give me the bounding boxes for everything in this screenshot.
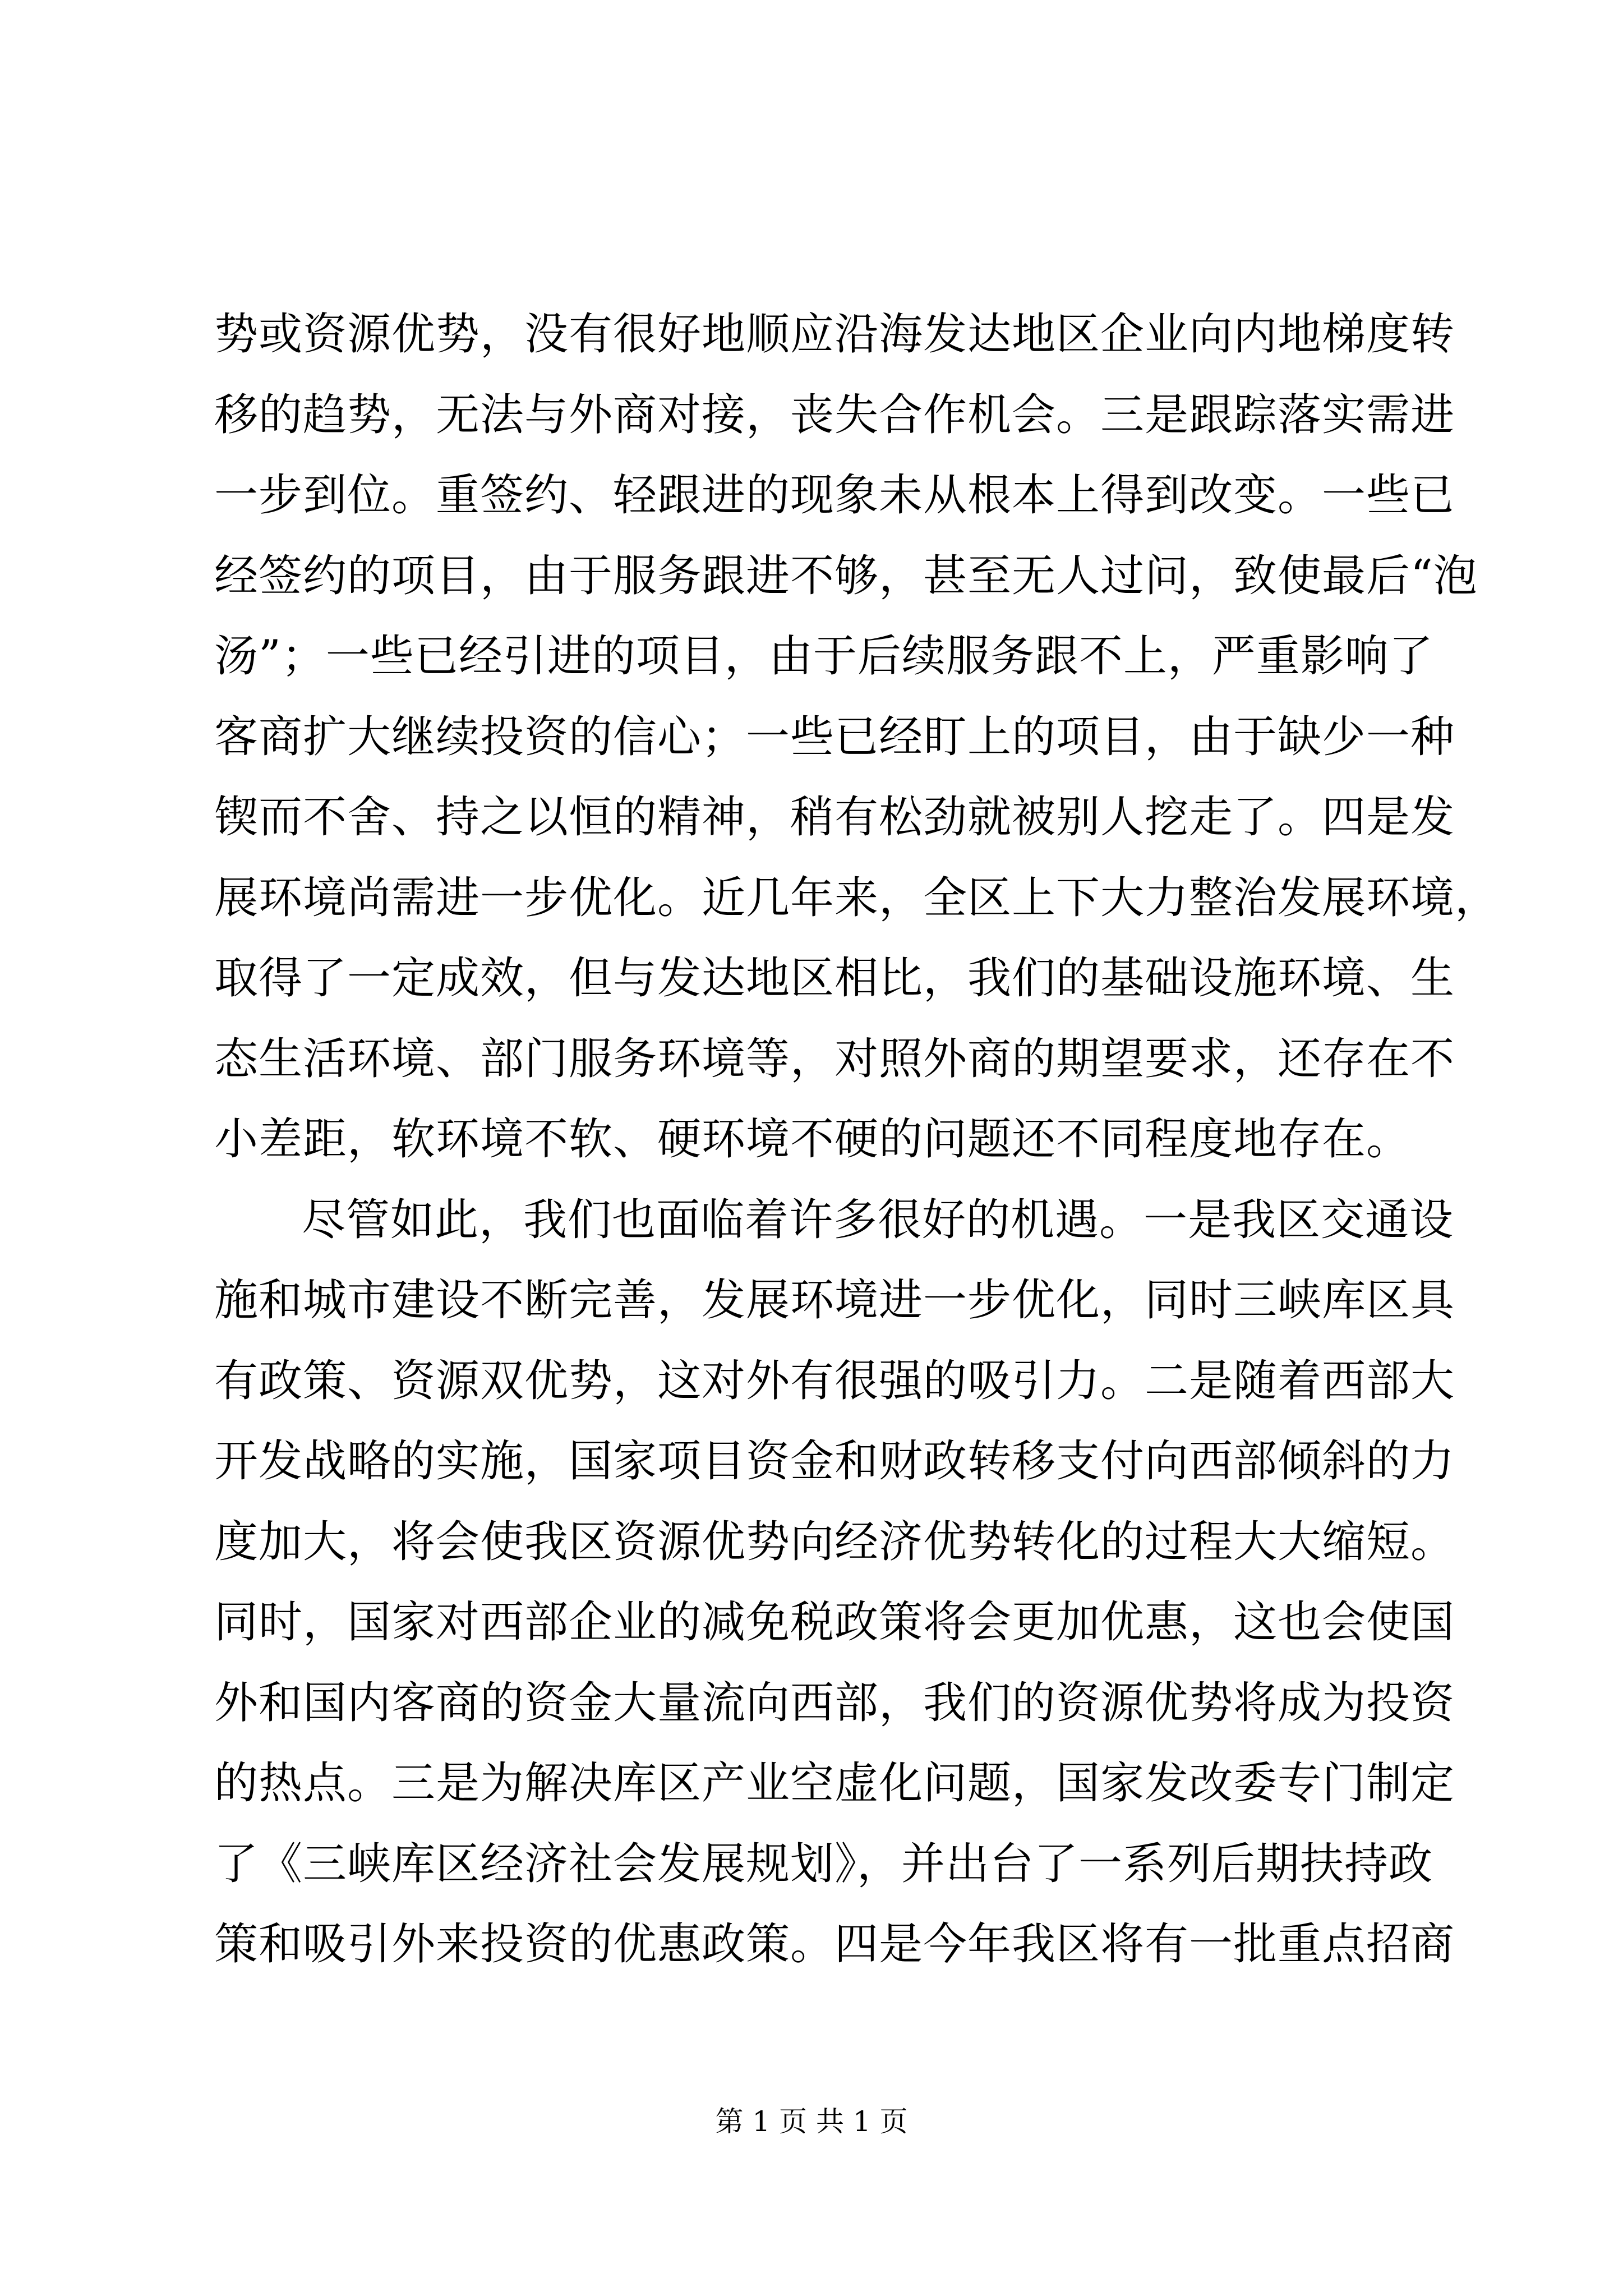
text-line: 势或资源优势，没有很好地顺应沿海发达地区企业向内地梯度转: [214, 309, 1455, 360]
text-line: 有政策、资源双优势，这对外有很强的吸引力。二是随着西部大: [214, 1355, 1455, 1406]
text-line: 尽管如此，我们也面临着许多很好的机遇。一是我区交通设: [302, 1194, 1454, 1245]
text-line: 展环境尚需进一步优化。近几年来，全区上下大力整治发展环境，: [214, 872, 1500, 923]
text-line: 取得了一定成效，但与发达地区相比，我们的基础设施环境、生: [214, 953, 1455, 1004]
text-line: 客商扩大继续投资的信心；一些已经盯上的项目，由于缺少一种: [214, 711, 1455, 762]
text-line: 小差距，软环境不软、硬环境不硬的问题还不同程度地存在。: [214, 1114, 1411, 1165]
text-line: 的热点。三是为解决库区产业空虚化问题，国家发改委专门制定: [214, 1758, 1455, 1809]
text-line: 度加大，将会使我区资源优势向经济优势转化的过程大大缩短。: [214, 1516, 1455, 1567]
page-number-label: 第 1 页 共 1 页: [715, 2105, 908, 2138]
text-line: 锲而不舍、持之以恒的精神，稍有松劲就被别人挖走了。四是发: [214, 792, 1455, 843]
text-line: 移的趋势，无法与外商对接，丧失合作机会。三是跟踪落实需进: [214, 389, 1455, 440]
text-line: 施和城市建设不断完善，发展环境进一步优化，同时三峡库区具: [214, 1275, 1455, 1326]
text-line: 一步到位。重签约、轻跟进的现象未从根本上得到改变。一些已: [214, 470, 1455, 521]
text-line: 策和吸引外来投资的优惠政策。四是今年我区将有一批重点招商: [214, 1919, 1455, 1970]
paragraph-1: [214, 295, 1500, 1180]
page-footer: [0, 2105, 1623, 2138]
text-line: 经签约的项目，由于服务跟进不够，甚至无人过问，致使最后“泡: [214, 550, 1478, 601]
text-line: 开发战略的实施，国家项目资金和财政转移支付向西部倾斜的力: [214, 1436, 1455, 1487]
text-line: 了《三峡库区经济社会发展规划》，并出台了一系列后期扶持政: [214, 1838, 1433, 1889]
text-line: 外和国内客商的资金大量流向西部，我们的资源优势将成为投资: [214, 1677, 1455, 1728]
body-text: [214, 295, 1500, 1985]
text-line: 同时，国家对西部企业的减免税政策将会更加优惠，这也会使国: [214, 1597, 1455, 1648]
text-line: 汤”；一些已经引进的项目，由于后续服务跟不上，严重影响了: [214, 631, 1433, 682]
text-line: 态生活环境、部门服务环境等，对照外商的期望要求，还存在不: [214, 1033, 1455, 1084]
paragraph-2: [214, 1180, 1455, 1985]
